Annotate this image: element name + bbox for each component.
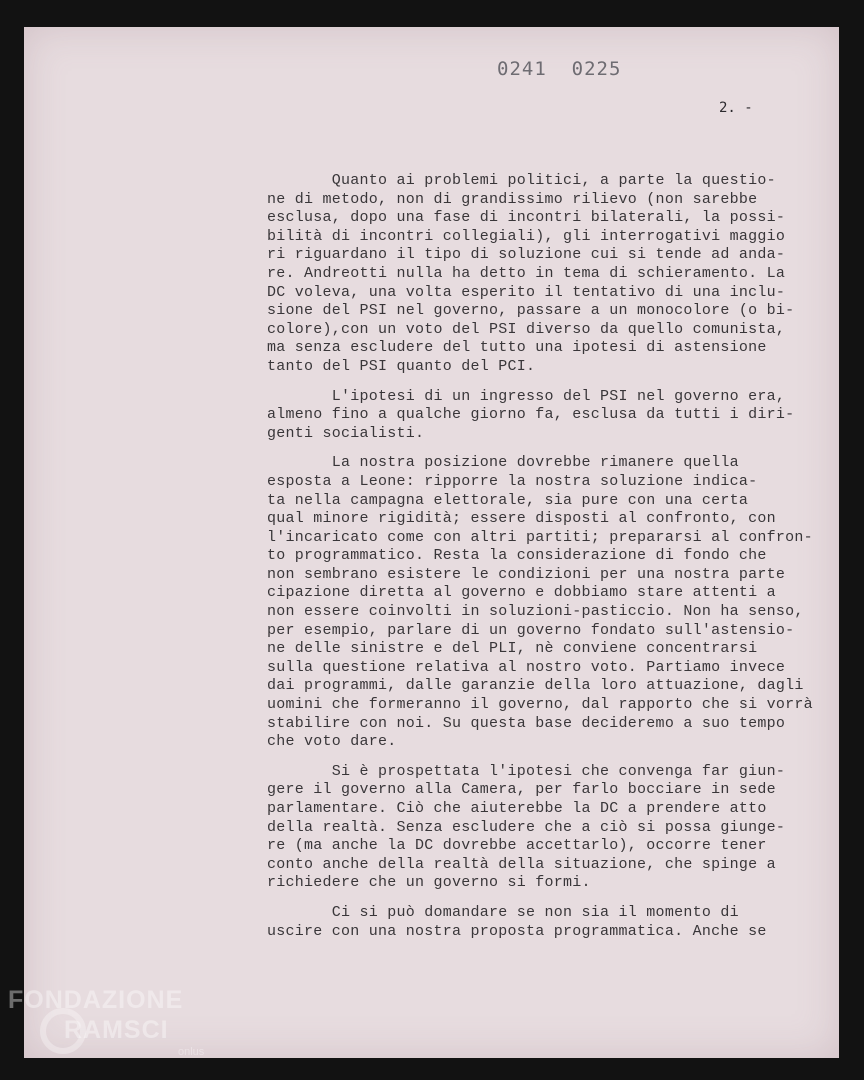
document-body (267, 172, 847, 952)
watermark-line1: FONDAZIONE (8, 986, 184, 1014)
watermark-suffix: onlus (178, 1046, 205, 1058)
paragraph: Quanto ai problemi politici, a parte la questio- ne di metodo, non di grandissimo rilievo (non sarebbe esclusa, dopo una fase di incontri bilaterali, la possi- bilità di incontri collegiali), gli interrogativi maggio ri riguardano il tipo di soluzione cui si tende ad anda- re. Andreotti nulla ha detto in tema di schieramento. La DC voleva, una volta esperito il tentativo di una inclu- sione del PSI nel governo, passare a un monocolore (o bi- colore),con un voto del PSI diverso da quello comunista, ma senza escludere del tutto una ipotesi di astensione tanto del PSI quanto del PCI. (267, 172, 795, 375)
page-number: 2. - (719, 100, 753, 116)
paragraph: L'ipotesi di un ingresso del PSI nel governo era, almeno fino a qualche giorno fa, esclusa da tutti i diri- genti socialisti. (267, 387, 795, 442)
archive-number: 0241 0225 (497, 58, 622, 80)
watermark-line2: RAMSCI (64, 1016, 169, 1044)
paragraph: Ci si può domandare se non sia il momento di uscire con una nostra proposta programmatica. Anche se (267, 903, 767, 940)
paragraph: La nostra posizione dovrebbe rimanere quella esposta a Leone: ripporre la nostra soluzione indica- ta nella campagna elettorale, sia pure con una certa qual minore rigidità; essere disposti al confronto, con l'incaricato come con altri partiti; prepararsi al confron- to programmatico. Resta la considerazione di fondo che non sembrano esistere le condizioni per una nostra parte cipazione diretta al governo e dobbiamo stare attenti a non essere coinvolti in soluzioni-pasticcio. Non ha senso, per esempio, parlare di un governo fondato sull'astensio- ne delle sinistre e del PLI, nè conviene concentrarsi sulla questione relativa al nostro voto. Partiamo invece dai programmi, dalle garanzie della loro attuazione, dagli uomini che formeranno il governo, dal rapporto che si vorrà stabilire con noi. Su questa base decideremo a suo tempo che voto dare. (267, 454, 813, 751)
fondazione-gramsci-watermark (8, 986, 205, 1058)
paragraph: Si è prospettata l'ipotesi che convenga far giun- gere il governo alla Camera, per farlo bocciare in sede parlamentare. Ciò che aiuterebbe la DC a prendere atto della realtà. Senza escludere che a ciò si possa giunge- re (ma anche la DC dovrebbe accettarlo), occorre tener conto anche della realtà della situazione, che spinge a richiedere che un governo si formi. (267, 762, 786, 892)
